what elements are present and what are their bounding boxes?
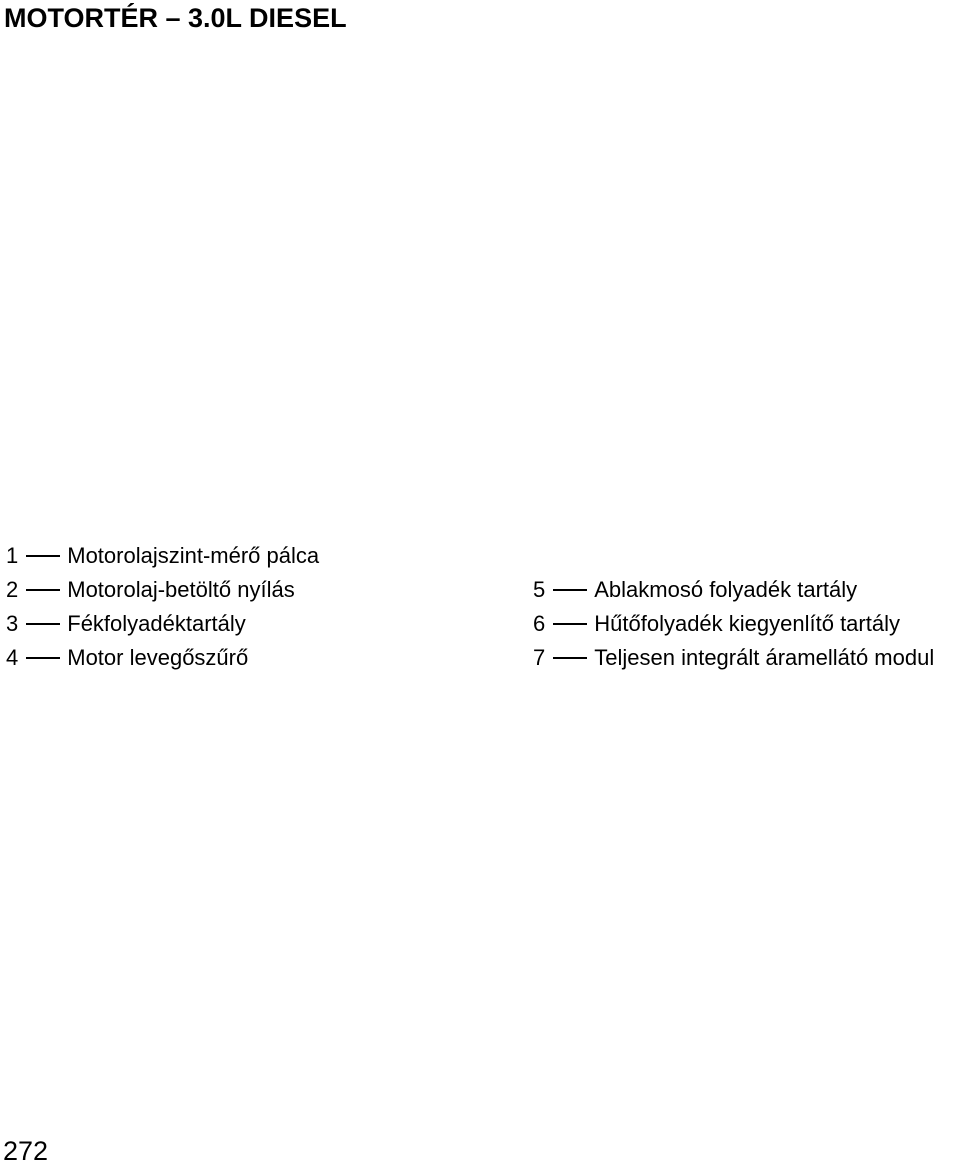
legend-number: 7	[533, 645, 546, 670]
legend-dash	[553, 589, 587, 591]
legend-dash	[553, 623, 587, 625]
legend-number: 3	[6, 611, 19, 636]
page-title: MOTORTÉR – 3.0L DIESEL	[4, 3, 347, 33]
legend-dash	[26, 623, 60, 625]
legend-label: Teljesen integrált áramellátó modul	[594, 645, 935, 670]
legend-number: 5	[533, 577, 546, 602]
legend-number: 6	[533, 611, 546, 636]
legend-item	[6, 607, 319, 641]
legend-item	[6, 573, 319, 607]
legend-item	[533, 641, 934, 675]
legend-label: Motorolajszint-mérő pálca	[67, 543, 320, 568]
legend-number: 1	[6, 543, 19, 568]
legend-dash	[26, 657, 60, 659]
legend-item	[6, 641, 319, 675]
legend-dash	[26, 555, 60, 557]
legend-label: Ablakmosó folyadék tartály	[594, 577, 858, 602]
legend-label: Motor levegőszűrő	[67, 645, 249, 670]
page-number: 272	[3, 1136, 49, 1166]
legend-item	[533, 573, 934, 607]
legend-number: 4	[6, 645, 19, 670]
legend-right-column	[533, 573, 934, 675]
legend-left-column	[6, 539, 319, 675]
legend-label: Fékfolyadéktartály	[67, 611, 246, 636]
legend-label: Hűtőfolyadék kiegyenlítő tartály	[594, 611, 900, 636]
legend-dash	[26, 589, 60, 591]
legend-item	[6, 539, 319, 573]
legend-item	[533, 607, 934, 641]
legend-label: Motorolaj-betöltő nyílás	[67, 577, 295, 602]
legend-number: 2	[6, 577, 19, 602]
legend-dash	[553, 657, 587, 659]
